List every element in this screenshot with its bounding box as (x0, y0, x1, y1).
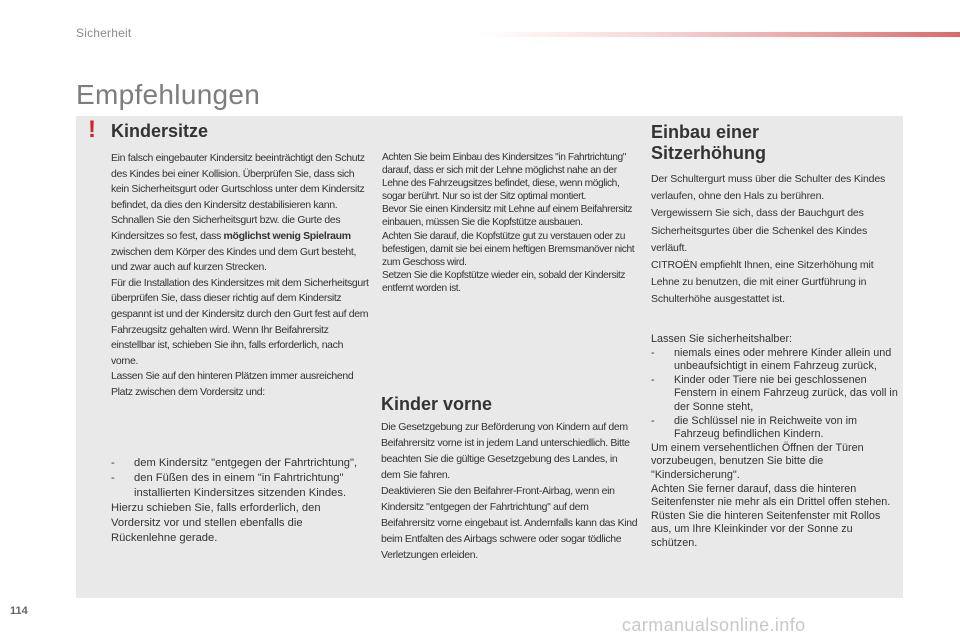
intro-text-end: zwischen dem Körper des Kindes und dem Gurt besteht, und zwar auch auf kurzen Strecken. (111, 245, 357, 274)
einbau-paragraph-2: Vergewissern Sie sich, dass der Bauchgurt des Sicherheitsgurtes über die Schenkel des Kindes verläuft. (651, 207, 868, 254)
bullet-dash: - (651, 414, 655, 427)
page-number: 114 (10, 605, 28, 617)
header-accent-bar (480, 32, 960, 37)
kinder-vorne-paragraph-1: Die Gesetzgebung zur Beförderung von Kindern auf dem Beifahrersitz vorne ist in jedem Land unterschiedlich. Bitte beachten Sie die gültige Gesetzgebung des Landes, in dem Sie fahren. (381, 421, 630, 481)
einbau-paragraph-1: Der Schultergurt muss über die Schulter des Kindes verlaufen, ohne den Hals zu berühren. (651, 173, 886, 203)
einbau-text (651, 171, 901, 309)
headrest-paragraph-1: Achten Sie beim Einbau des Kindersitzes "in Fahrtrichtung" darauf, dass er sich mit der Lehne möglichst nahe an der Lehne des Fahrzeugsitzes befindet, diese, wenn möglich, sogar berührt. Nur so ist der Sitz optimal montiert. (382, 152, 626, 203)
bullet-dash: - (651, 373, 655, 386)
kindersitze-headrest-column (382, 151, 638, 295)
sicherheitshalber-paragraph-1: Um einem versehentlichen Öffnen der Türen vorzubeugen, benutzen Sie bitte die "Kindersicherung". (651, 441, 864, 481)
bullet-text: den Füßen des in einem "in Fahrtrichtung" installierten Kindersitzes sitzenden Kindes. (134, 472, 347, 499)
kinder-vorne-paragraph-2: Deaktivieren Sie den Beifahrer-Front-Airbag, wenn ein Kindersitz "entgegen der Fahrtrichtung" auf dem Beifahrersitz vorne eingebaut ist. Andernfalls kann das Kind beim Entfalten des Airbags schwere oder sogar tödliche Verletzungen erleiden. (381, 485, 638, 561)
intro-text-start: Ein falsch eingebauter Kindersitz beeinträchtigt den Schutz des Kindes bei einer Kollision. Überprüfen Sie, dass sich kein Sicherheitsgurt oder Gurtschloss unter dem Kindersitz befindet, da dies den Kindersitz destabilisieren kann. Schnallen Sie den Sicherheitsgurt bzw. die Gurte des Kindersitzes so fest, dass (111, 152, 365, 242)
intro-text-bold: möglichst wenig Spielraum (223, 229, 351, 242)
bullet-text: die Schlüssel nie in Reichweite von im Fahrzeug befindlichen Kindern. (674, 414, 858, 441)
list-item (651, 347, 901, 374)
headrest-paragraph-4: Setzen Sie die Kopfstütze wieder ein, sobald der Kindersitz entfernt worden ist. (382, 269, 626, 294)
kindersitze-after-bullets: Hierzu schieben Sie, falls erforderlich, den Vordersitz vor und stellen ebenfalls die Rückenlehne gerade. (111, 502, 321, 544)
list-item (111, 456, 366, 471)
watermark: carmanualsonline.info (622, 615, 806, 635)
kindersitze-install-paragraph: Für die Installation des Kindersitzes mit dem Sicherheitsgurt überprüfen Sie, dass dieser richtig auf dem Kindersitz gespannt ist und der Kindersitz durch den Gurt fest auf dem Fahrzeugsitz gehalten wird. Wenn Ihr Beifahrersitz einstellbar ist, schieben Sie ihn, falls erforderlich, nach vorne. (111, 276, 369, 367)
einbau-heading: Einbau einer Sitzerhöhung (651, 122, 766, 163)
kindersitze-heading: Kindersitze (111, 121, 209, 141)
headrest-paragraph-3: Achten Sie darauf, die Kopfstütze gut zu verstauen oder zu befestigen, damit sie bei einem heftigen Bremsmanöver nicht zum Geschoss wird. (382, 230, 635, 268)
warning-exclamation-icon: ! (88, 116, 96, 143)
kinder-vorne-text (381, 419, 638, 563)
kindersitze-intro-paragraph (111, 151, 371, 276)
sicherheitshalber-paragraph-2: Achten Sie ferner darauf, dass die hinteren Seitenfenster nie mehr als ein Drittel offen stehen. (651, 482, 891, 509)
kindersitze-text-column (111, 151, 371, 401)
sicherheitshalber-intro: Lassen Sie sicherheitshalber: (651, 333, 793, 345)
list-item (651, 415, 901, 442)
sicherheitshalber-paragraph-3: Rüsten Sie die hinteren Seitenfenster mit Rollos aus, um Ihre Kleinkinder vor der Sonne zu schützen. (651, 509, 881, 549)
bullet-dash: - (651, 346, 655, 359)
kindersitze-bullet-group (111, 456, 366, 546)
einbau-paragraph-3: CITROËN empfiehlt Ihnen, eine Sitzerhöhung mit Lehne zu benutzen, die mit einer Gurtführung in Schulterhöhe ausgestattet ist. (651, 259, 874, 306)
list-item (111, 471, 366, 501)
sicherheitshalber-text (651, 333, 901, 551)
kinder-vorne-heading: Kinder vorne (381, 394, 493, 414)
headrest-paragraph-2: Bevor Sie einen Kindersitz mit Lehne auf einem Beifahrersitz einbauen, müssen Sie die Kopfstütze ausbauen. (382, 204, 633, 229)
section-label: Sicherheit (76, 26, 132, 40)
list-item (651, 374, 901, 415)
bullet-dash: - (111, 472, 115, 484)
bullet-dash: - (111, 457, 115, 469)
bullet-text: dem Kindersitz "entgegen der Fahrtrichtung", (134, 457, 358, 469)
bullet-text: Kinder oder Tiere nie bei geschlossenen Fenstern in einem Fahrzeug zurück, das voll in der Sonne steht, (674, 373, 898, 413)
kindersitze-rear-intro: Lassen Sie auf den hinteren Plätzen immer ausreichend Platz zwischen dem Vordersitz und: (111, 370, 354, 398)
page-title: Empfehlungen (76, 78, 261, 110)
bullet-text: niemals eines oder mehrere Kinder allein und unbeaufsichtigt in einem Fahrzeug zurück, (674, 346, 892, 373)
